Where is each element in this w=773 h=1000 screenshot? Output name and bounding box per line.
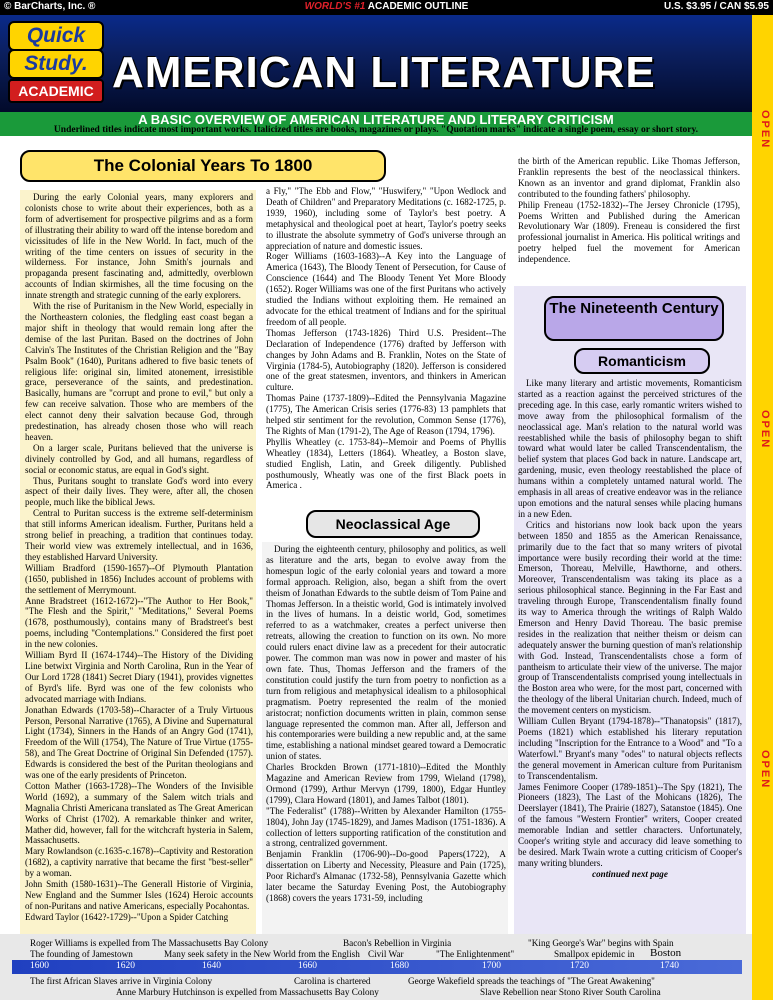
author-entry: James Fenimore Cooper (1789-1851)--The Spy (1821), The Pioneers (1823), The Last of the Mohicans (1826), The Deerslayer (1841), The Prairie (1827), Satanstoe (1845). One of the famous "Western Frontier" writers, Cooper created memorable Indian and settler characters. Unfortunately, Cooper's writing style and accuracy did leave something to be desired. Mark Twain wrote a cutting criticism of Cooper's many writing blunders. <box>518 781 742 868</box>
timeline-event: Smallpox epidemic in <box>554 949 635 959</box>
format-legend: Underlined titles indicate most important works. Italicized titles are books, magazines or plays. "Quotation marks" indicate a single poem, essay or short story. <box>53 125 699 135</box>
author-entry: Cotton Mather (1663-1728)--The Wonders of the Invisible World (1692), a summary of the Salem witch trials and Magnalia Christi Americana translated as The Great American Works of Christ (1702). A remarkable thinker and writer, Mather did, however, fall for the witchcraft hysteria in Salem, Massachusetts. <box>25 780 253 846</box>
academic-outline-label: ACADEMIC OUTLINE <box>367 1 469 12</box>
author-entry: Philip Freneau (1752-1832)--The Jersey Chronicle (1795), Poems Written and Published during the American Revolutionary War (1809). Freneau is considered the first professional journalist in America. His political writings and poetry helped fuel the movement for American independence. <box>518 199 740 265</box>
neoclassical-text-cont <box>518 156 740 274</box>
romanticism-header: Romanticism <box>574 348 710 374</box>
timeline-event: Carolina is chartered <box>294 976 371 986</box>
price-text: U.S. $3.95 / CAN $5.95 <box>663 1 769 12</box>
author-entry: Edward Taylor (1642?-1729)--"Upon a Spider Catching <box>25 911 229 922</box>
open-tab-3[interactable]: OPEN <box>759 750 771 790</box>
timeline-event: Slave Rebellion near Stono River South Carolina <box>480 987 661 997</box>
timeline-event: "King George's War" begins with Spain <box>528 938 674 948</box>
timeline-event: George Wakefield spreads the teachings of "The Great Awakening" <box>408 976 655 986</box>
author-entry: Mary Rowlandson (c.1635-c.1678)--Captivity and Restoration (1682), a captivity narrative that became the first "best-seller" by a woman. <box>25 846 253 879</box>
timeline-tick: 1680 <box>390 961 409 971</box>
timeline-event: Roger Williams is expelled from The Massachusetts Bay Colony <box>30 938 269 948</box>
neoclassical-para: the birth of the American republic. Like Thomas Jefferson, Franklin represents the best of the neoclassical thinkers. Known as an inventor and grand diplomat, Franklin also contributed to the founding fathers' philosophy. <box>518 156 740 199</box>
publisher-bar <box>0 0 773 15</box>
timeline-event: Many seek safety in the New World from the English <box>164 949 360 959</box>
author-entry: Thomas Jefferson (1743-1826) Third U.S. President--The Declaration of Independence (1776) drafted by Jefferson with changes by John Adams and B. Franklin, Notes on the State of Virginia (1784-5), Autobiography (1820). Jefferson is considered one of the great statesmen, inventors, and thinkers in American culture. <box>266 327 506 393</box>
neoclassical-para: During the eighteenth century, philosophy and politics, as well as literature and the arts, began to evolve away from the homespun logic of the early colonial years and toward a more formal approach. Religion, also, began a shift from the overt theism of Jonathan Edwards to the subtle deism of Tom Paine and Thomas Jefferson. In a theistic world, God is intimately involved in the lives of humans. In a deistic world, God, sometimes referred to as a watchmaker, creates a perfect universe then retreats, allowing the creation to function on its own. No more could rulers enact divine law as a precedent for their autocratic power. The common man was now in power and master of his own fate. Thus, Thomas Jefferson and the framers of the constitution could justify the turn from poetry to nonfiction as a turn from religious and metaphysical idealism to a philosophical pragmatism. Poetry represented the realm of the monied aristocrat; nonfiction documents written in plain, common sense language represented the common man. After all, Jefferson and his contemporaries were building a new republic and, at the same time, establishing a national mindset geared toward a Democratic union of states. <box>266 544 506 762</box>
author-entry: Charles Brockden Brown (1771-1810)--Edited the Monthly Magazine and American Review from 1799, Wieland (1798), Ormond (1799), Arthur Mervyn (1799, 1800), Edgar Huntley (1799), Clara Howard (1801), and James Talbot (1801). <box>266 762 506 805</box>
subtitle-bar <box>0 112 752 136</box>
romanticism-para: Like many literary and artistic movements, Romanticism started as a reaction against the perceived strictures of the preceding age. In this case, early romantic writers wished to move away from the philosophical formalism of the neoclassical age. Man's relation to the natural world was reestablished while the basis of philosophy began to shift toward what would later be called Transcendentalism, the belief system that places God back in nature. Landscape art, gardening, music, even theology reestablished the place of humans within a completely untamed natural world. The emphasis in all areas of creative endeavor was in the reliance upon emotions and the natural senses while placing humans in a new Eden. <box>518 378 742 519</box>
timeline-tick: 1640 <box>202 961 221 971</box>
colonial-para: On a larger scale, Puritans believed that the universe is divinely controlled by God, and all humans, regardless of social or economic status, are equal in God's sight. <box>25 442 253 475</box>
colonial-text-cont <box>266 186 506 506</box>
logo-academic: ACADEMIC <box>8 79 104 103</box>
colonial-para: Thus, Puritans sought to translate God's word into every aspect of their daily lives. They were, after all, the chosen people, much like the biblical Jews. <box>25 475 253 508</box>
timeline-tick: 1600 <box>30 961 49 971</box>
continued-note: continued next page <box>592 868 668 879</box>
neoclassical-text <box>266 544 506 932</box>
colonial-para: During the early Colonial years, many explorers and colonists chose to write about their experiences, both as a form of advertisement for prospective pilgrims and as a form of illustrating their ability to ward off the intense boredom and vicissitudes of life in the New World. In fact, much of the writing of the time centers on issues of security in the wilderness. For instance, John Smith's journals and propaganda present fascinating and, admittedly, overblown accounts of Indian skirmishes, all the time focusing on the innate strength and strategic cunning of the early explorers. <box>25 192 253 301</box>
tagline <box>0 1 773 12</box>
timeline-event: Civil War <box>368 949 404 959</box>
timeline-event: "The Enlightenment" <box>436 949 515 959</box>
author-entry: a Fly," "The Ebb and Flow," "Huswifery," "Upon Wedlock and Death of Children" and Preparatory Meditations (c. 1682-1725, p. 1939, 1960), including some of Taylor's best poetry. A metaphysical and theological poet at heart, Taylor's poetry seeks to illustrate the absolute symmetry of God's universe through an appreciation of nature and domestic issues. <box>266 186 506 251</box>
page-title: AMERICAN LITERATURE <box>112 48 656 97</box>
subtitle: A BASIC OVERVIEW OF AMERICAN LITERATURE AND LITERARY CRITICISM <box>138 112 614 127</box>
timeline-event: The founding of Jamestown <box>30 949 133 959</box>
author-entry: Benjamin Franklin (1706-90)--Do-good Papers(1722), A dissertation on Liberty and Necessity, Pleasure and Pain (1725), Poor Richard's Almanac (1732-58), Pennsylvania Gazette which later became the Saturday Evening Post, the Autobiography (1868) covers the years 1731-59, including <box>266 849 506 903</box>
side-strip <box>752 15 773 1000</box>
colonial-para: Central to Puritan success is the extreme self-determinism that still informs American idealism. Further, Puritans held a strong belief in preaching, a tradition that continues today. Their world view was extremely intellectual, and in 1636, they established Harvard University. <box>25 508 253 562</box>
author-entry: William Cullen Bryant (1794-1878)--"Thanatopsis" (1817), Poems (1821) which established his literary reputation including "Inscription for the Entrance to a Wood" and "To a Waterfowl." Bryant's many "odes" to natural objects reflects the general movement in American culture from Puritanism to Transcendentalism. <box>518 716 742 781</box>
copyright-text: © BarCharts, Inc. ® <box>4 1 96 12</box>
logo-study: Study. <box>8 49 104 79</box>
colonial-text <box>25 192 253 932</box>
author-entry: Thomas Paine (1737-1809)--Edited the Pennsylvania Magazine (1775), The American Crisis series (1776-83) 13 pamphlets that helped stir sentiment for the revolution, Common Sense (1776), The Rights of Man (1791-2), The Age of Reason (1794, 1796). <box>266 393 506 436</box>
timeline-event: The first African Slaves arrive in Virginia Colony <box>30 976 213 986</box>
author-entry: Phyllis Wheatley (c. 1753-84)--Memoir and Poems of Phyllis Wheatley (1834), Letters (1864). Wheatley, a Boston slave, studied English, Latin, and Greek diligently. Published posthumously, Wheatly was one of the first Black poets in America . <box>266 436 506 491</box>
open-tab-1[interactable]: OPEN <box>759 110 771 150</box>
timeline-tick: 1620 <box>116 961 135 971</box>
timeline-tick: 1660 <box>298 961 317 971</box>
author-entry: William Bradford (1590-1657)--Of Plymouth Plantation (1650, published in 1856) Includes account of problems with the settlement of Merrymount. <box>25 562 253 595</box>
colonial-para: With the rise of Puritanism in the New World, especially in the Northeastern colonies, the fledgling east coast began a major shift in theology that would remain long after the demise of the last Puritan. Based on the doctrines of John Calvin's The Institutes of the Christian Religion and the "Bay Psalm Book" (1640), Puritans adhered to five basic tenets of religious life: original sin, limited atonement, irresistible grace, perseverance of the saints, and predestination. Basically, humans are "corrupt and prone to evil," but only a few can receive salvation. Those who are members of the elect cannot deny their salvation because God, through predestination, has already chosen those who will reach heaven. <box>25 301 253 442</box>
neoclassical-header: Neoclassical Age <box>306 510 480 538</box>
timeline-tick: 1740 <box>660 961 679 971</box>
author-entry: Roger Williams (1603-1683)--A Key into the Language of America (1643), The Bloody Tenent of Persecution, for Cause of Conscience (1644) and The Bloody Tenent Yet More Bloody (1652). Roger Williams was one of the first Puritans who actively studied the Indians without exploiting them. He remained an advocate for the ethical treatment of Indians and for the spiritual freedom of all people. <box>266 251 506 327</box>
author-entry: Anne Bradstreet (1612-1672)--"The Author to Her Book," "The Flesh and the Spirit," "Meditations," Several Poems (1678, posthumously), contains many of Bradstreet's best poems, including "Contemplations." Considered the first poet in the new colonies. <box>25 595 253 650</box>
open-tab-2[interactable]: OPEN <box>759 410 771 450</box>
colonial-header: The Colonial Years To 1800 <box>20 150 386 182</box>
author-entry: Jonathan Edwards (1703-58)--Character of a Truly Virtuous Person, Personal Narrative (1765), A Divine and Supernatural Light (1734), Sinners in the Hands of an Angry God (1741), Freedom of the Will (1754), The Nature of True Virtue (1755-58), and The Great Doctrine of Original Sin Defended (1757). Edwards is considered the best of the Puritan theologians and was one of the early presidents of Princeton. <box>25 704 253 781</box>
timeline-event: Anne Marbury Hutchinson is expelled from Massachusetts Bay Colony <box>116 987 379 997</box>
romanticism-text <box>518 378 742 934</box>
content-area <box>0 136 752 934</box>
romanticism-para: Critics and historians now look back upon the years between 1850 and 1855 as the American Renaissance, primarily due to the fact that so many writers of pivotal importance were busily recording their world at the time: Emerson, Thoreau, Melville, Hawthorne, and others. Moreover, Transcendentalism was taking its place as a serious philosophical stance. Beginning in the Far East and traveling through Europe, Transcendentalism finally found its way to America through the writings of Ralph Waldo Emerson and Henry David Thoreau. The basic premise resides in the realization that neither theism or deism can adequately answer the burning question of man's relationship with God. Instead, Transcendentalists chose a form of pantheism to articulate their view of the universe. The major group of Transcendentalists comprised young intellectuals in the Boston area who were, for the most part, concerned with the theology of the liberal Unitarian church. Indeed, much of the movement centers on mysticism. <box>518 519 742 716</box>
quickstudy-logo <box>8 21 100 103</box>
author-entry: William Byrd II (1674-1744)--The History of the Dividing Line betwixt Virginia and North Carolina, Run in the Year of Our Lord 1728 (1841) Secret Diary (1941), provides vignettes of Byrd's life. Byrd was one of the few colonists who advocated marriage with Indians. <box>25 650 253 704</box>
nineteenth-century-header: The Nineteenth Century <box>544 296 724 341</box>
worlds-number-one: WORLD'S #1 <box>304 1 366 12</box>
timeline-event: Bacon's Rebellion in Virginia <box>343 938 452 948</box>
timeline-tick: 1700 <box>482 961 501 971</box>
timeline-tick: 1720 <box>570 961 589 971</box>
author-entry: John Smith (1580-1631)--The Generall Historie of Virginia, New England and the Summer Isles (1624) Heroic accounts of non-Puritans and native Americans, especially Pocahontas. <box>25 879 253 911</box>
timeline-event: Boston <box>650 947 682 959</box>
author-entry: "The Federalist" (1788)--Written by Alexander Hamilton (1755-1804), John Jay (1745-1829), and James Madison (1751-1836). A collection of letters supporting ratification of the constitution and a strong, centralized government. <box>266 805 506 849</box>
logo-quick: Quick <box>8 21 104 51</box>
